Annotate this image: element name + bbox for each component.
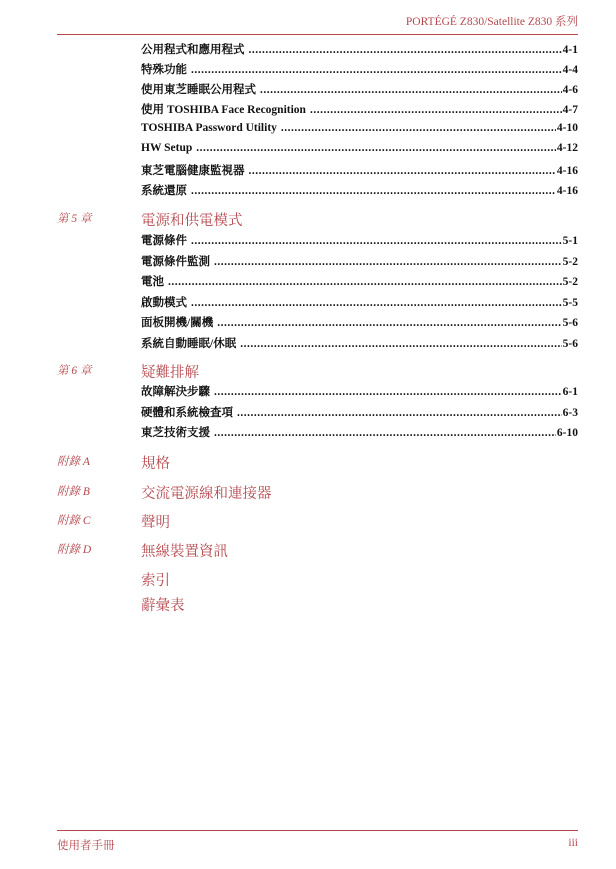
dot-leader bbox=[281, 122, 556, 134]
toc-entry[interactable] bbox=[141, 101, 578, 116]
footer-rule bbox=[57, 830, 578, 831]
appendix-title[interactable]: 規格 bbox=[141, 456, 170, 472]
toc-entry-page: 4-1 bbox=[562, 44, 578, 56]
toc-entry[interactable] bbox=[141, 383, 578, 398]
toc-entry-title: 故障解決步驟 bbox=[141, 386, 210, 398]
toc-entry-page: 6-3 bbox=[562, 407, 578, 419]
toc-entry[interactable] bbox=[141, 273, 578, 288]
toc-entry-page: 6-10 bbox=[556, 427, 578, 439]
toc-entry-title: 硬體和系統檢查項 bbox=[141, 407, 233, 419]
dot-leader bbox=[249, 44, 562, 56]
dot-leader bbox=[191, 235, 562, 247]
header-rule bbox=[57, 34, 578, 35]
dot-leader bbox=[196, 142, 556, 154]
toc-entry-title: 東芝電腦健康監視器 bbox=[141, 165, 245, 177]
toc-entry[interactable] bbox=[141, 335, 578, 350]
toc-entry[interactable] bbox=[141, 253, 578, 268]
toc-entry-title: 系統自動睡眠/休眠 bbox=[141, 338, 237, 350]
appendix-title[interactable]: 交流電源線和連接器 bbox=[141, 486, 272, 502]
dot-leader bbox=[240, 338, 561, 350]
appendix-label: 附錄 B bbox=[57, 486, 90, 498]
footer-page-number: iii bbox=[568, 837, 578, 849]
toc-entry-page: 4-10 bbox=[556, 122, 578, 134]
toc-entry[interactable] bbox=[141, 424, 578, 439]
toc-entry-page: 4-16 bbox=[556, 165, 578, 177]
header-title: PORTÉGÉ Z830/Satellite Z830 系列 bbox=[405, 16, 578, 28]
dot-leader bbox=[237, 407, 562, 419]
toc-entry-page: 4-12 bbox=[556, 142, 578, 154]
dot-leader bbox=[168, 276, 562, 288]
toc-entry-title: 面板開機/關機 bbox=[141, 317, 214, 329]
appendix-title[interactable]: 無線裝置資訊 bbox=[141, 544, 228, 560]
toc-entry[interactable] bbox=[141, 162, 578, 177]
dot-leader bbox=[191, 185, 556, 197]
toc-entry-title: 公用程式和應用程式 bbox=[141, 44, 245, 56]
toc-entry-page: 5-6 bbox=[562, 317, 578, 329]
toc-entry-page: 4-6 bbox=[562, 84, 578, 96]
chapter-title[interactable]: 電源和供電模式 bbox=[141, 213, 243, 229]
toc-entry-title: 系統還原 bbox=[141, 185, 187, 197]
toc-entry-page: 5-2 bbox=[562, 256, 578, 268]
toc-entry-page: 5-5 bbox=[562, 297, 578, 309]
toc-entry[interactable] bbox=[141, 142, 578, 157]
dot-leader bbox=[214, 256, 562, 268]
footer-manual-name: 使用者手冊 bbox=[57, 840, 115, 852]
toc-entry[interactable] bbox=[141, 41, 578, 56]
dot-leader bbox=[249, 165, 556, 177]
toc-entry-page: 4-7 bbox=[562, 104, 578, 116]
toc-entry[interactable] bbox=[141, 122, 578, 137]
toc-entry-title: 啟動模式 bbox=[141, 297, 187, 309]
toc-entry[interactable] bbox=[141, 182, 578, 197]
toc-entry-title: 電源條件監測 bbox=[141, 256, 210, 268]
dot-leader bbox=[214, 427, 556, 439]
dot-leader bbox=[191, 64, 562, 76]
toc-entry-page: 4-4 bbox=[562, 64, 578, 76]
toc-entry-title: HW Setup bbox=[141, 142, 193, 154]
chapter-label: 第 6 章 bbox=[57, 365, 92, 377]
glossary-title[interactable]: 辭彙表 bbox=[141, 598, 185, 614]
toc-entry-page: 6-1 bbox=[562, 386, 578, 398]
toc-entry-title: 電池 bbox=[141, 276, 164, 288]
chapter-title[interactable]: 疑難排解 bbox=[141, 365, 199, 381]
dot-leader bbox=[214, 386, 562, 398]
toc-entry[interactable] bbox=[141, 294, 578, 309]
appendix-label: 附錄 A bbox=[57, 456, 90, 468]
appendix-label: 附錄 D bbox=[57, 544, 92, 556]
appendix-label: 附錄 C bbox=[57, 515, 91, 527]
toc-entry-page: 5-1 bbox=[562, 235, 578, 247]
toc-entry-title: 特殊功能 bbox=[141, 64, 187, 76]
toc-entry[interactable] bbox=[141, 81, 578, 96]
toc-entry-page: 4-16 bbox=[556, 185, 578, 197]
toc-entry-title: TOSHIBA Password Utility bbox=[141, 122, 277, 134]
dot-leader bbox=[310, 104, 562, 116]
dot-leader bbox=[260, 84, 562, 96]
toc-entry[interactable] bbox=[141, 232, 578, 247]
toc-entry-page: 5-6 bbox=[562, 338, 578, 350]
toc-entry-title: 使用東芝睡眠公用程式 bbox=[141, 84, 256, 96]
toc-entry-title: 東芝技術支援 bbox=[141, 427, 210, 439]
chapter-label: 第 5 章 bbox=[57, 213, 92, 225]
index-title[interactable]: 索引 bbox=[141, 573, 170, 589]
toc-entry[interactable] bbox=[141, 61, 578, 76]
toc-entry-title: 電源條件 bbox=[141, 235, 187, 247]
toc-entry-title: 使用 TOSHIBA Face Recognition bbox=[141, 104, 306, 116]
toc-entry[interactable] bbox=[141, 314, 578, 329]
dot-leader bbox=[217, 317, 561, 329]
appendix-title[interactable]: 聲明 bbox=[141, 515, 170, 531]
toc-entry[interactable] bbox=[141, 404, 578, 419]
dot-leader bbox=[191, 297, 562, 309]
toc-entry-page: 5-2 bbox=[562, 276, 578, 288]
